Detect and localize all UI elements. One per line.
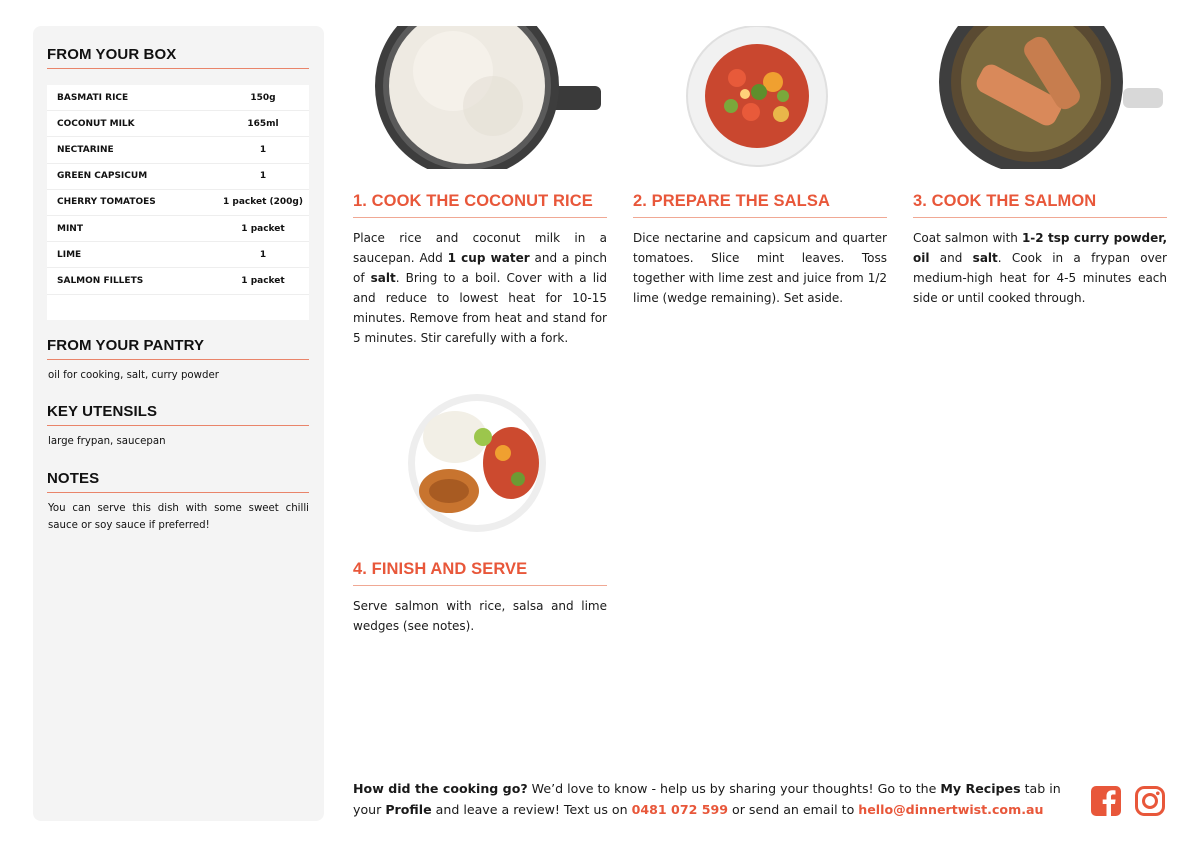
key-utensils-heading: KEY UTENSILS <box>47 403 309 426</box>
ingredient-row <box>47 216 309 242</box>
ingredient-qty: 1 packet <box>241 275 285 286</box>
ingredient-row <box>47 85 309 111</box>
from-your-box-heading: FROM YOUR BOX <box>47 46 309 69</box>
step-3-text <box>913 228 1167 308</box>
notes-heading: NOTES <box>47 470 309 493</box>
text-run: Serve salmon with rice, salsa and lime wedges (see notes). <box>353 599 607 633</box>
pantry-text: oil for cooking, salt, curry powder <box>48 370 219 381</box>
ingredient-name: BASMATI RICE <box>57 92 129 103</box>
step-1-title: 1. COOK THE COCONUT RICE <box>353 192 607 218</box>
notes-text: You can serve this dish with some sweet chilli sauce or soy sauce if preferred! <box>48 503 309 531</box>
step-3-title: 3. COOK THE SALMON <box>913 192 1167 218</box>
text-run: . Bring to a boil. Cover with a lid and reduce to lowest heat for 10-15 minutes. Remove from heat and stand for 5 minutes. Stir carefully with a fork. <box>353 271 607 345</box>
text-run: Place rice and coconut milk in a saucepan. Add <box>353 231 607 265</box>
ingredient-qty: 1 packet <box>241 223 285 234</box>
ingredient-qty: 150g <box>250 92 276 103</box>
ingredient-name: GREEN CAPSICUM <box>57 171 148 182</box>
coconut-rice-photo <box>353 26 607 169</box>
ingredient-name: MINT <box>57 223 83 234</box>
text-run: tab in your <box>353 781 1061 817</box>
text-run: or send an email to <box>728 802 859 817</box>
text-run: 1 cup water <box>447 251 530 265</box>
text-run: 1-2 tsp curry powder, oil <box>913 231 1167 265</box>
ingredient-qty: 1 <box>259 171 267 182</box>
text-run: My Recipes <box>940 781 1021 796</box>
step-4-title: 4. FINISH AND SERVE <box>353 560 607 586</box>
finished-dish-photo <box>353 393 607 535</box>
text-run: Profile <box>385 802 432 817</box>
text-run: . Cook in a frypan over medium-high heat for 4-5 minutes each side or until cooked through. <box>913 251 1167 305</box>
text-run: salt <box>370 271 396 285</box>
ingredient-qty: 1 packet (200g) <box>223 197 303 208</box>
instagram-icon[interactable] <box>1134 785 1166 817</box>
text-run[interactable]: hello@dinnertwist.com.au <box>858 802 1044 817</box>
salsa-photo <box>633 26 887 169</box>
ingredient-name: COCONUT MILK <box>57 118 135 129</box>
ingredients-table <box>47 85 309 320</box>
step-2-text <box>633 228 887 308</box>
text-run: Dice nectarine and capsicum and quarter tomatoes. Slice mint leaves. Toss together with lime zest and juice from 1/2 lime (wedge remaining). Set aside. <box>633 231 887 305</box>
utensils-text: large frypan, saucepan <box>48 436 166 447</box>
ingredient-qty: 165ml <box>247 118 279 129</box>
from-your-pantry-heading: FROM YOUR PANTRY <box>47 337 309 360</box>
ingredient-name: LIME <box>57 249 82 260</box>
ingredient-row <box>47 190 309 216</box>
text-run: and leave a review! Text us on <box>431 802 632 817</box>
ingredient-row <box>47 111 309 137</box>
text-run: How did the cooking go? <box>353 781 528 796</box>
text-run[interactable]: 0481 072 599 <box>631 802 729 817</box>
text-run: salt <box>972 251 998 265</box>
text-run: We’d love to know - help us by sharing your thoughts! Go to the <box>527 781 941 796</box>
step-1-text <box>353 228 607 348</box>
facebook-icon[interactable] <box>1090 785 1122 817</box>
text-run: and a pinch of <box>353 251 607 285</box>
ingredient-name: SALMON FILLETS <box>57 275 144 286</box>
salmon-frypan-photo <box>913 26 1167 169</box>
ingredient-name: NECTARINE <box>57 144 114 155</box>
ingredient-row <box>47 268 309 294</box>
ingredient-qty: 1 <box>259 249 267 260</box>
feedback-footer <box>353 778 1078 820</box>
ingredient-name: CHERRY TOMATOES <box>57 197 156 208</box>
text-run: Coat salmon with <box>913 231 1022 245</box>
ingredients-sidebar <box>33 26 324 821</box>
ingredient-qty: 1 <box>259 144 267 155</box>
ingredient-row <box>47 164 309 190</box>
step-2-title: 2. PREPARE THE SALSA <box>633 192 887 218</box>
step-4-text <box>353 596 607 636</box>
text-run: and <box>929 251 973 265</box>
ingredient-row <box>47 137 309 163</box>
ingredient-row <box>47 242 309 268</box>
